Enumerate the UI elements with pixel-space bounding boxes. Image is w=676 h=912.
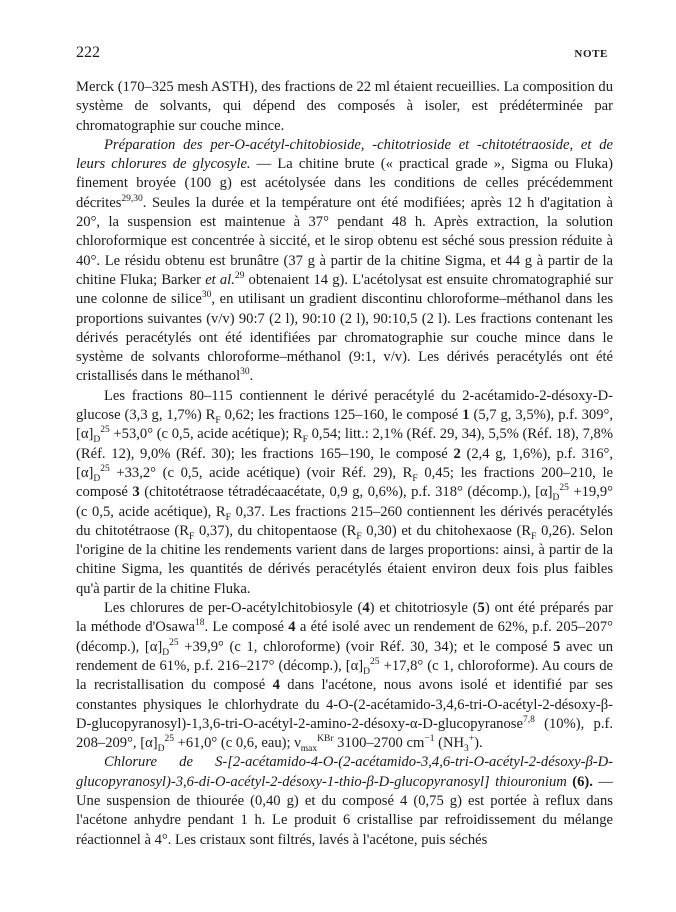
compound-number: 3 xyxy=(132,484,140,501)
text: 3100–2700 cm xyxy=(333,735,425,752)
compound-number: (6). xyxy=(572,773,593,790)
running-head: NOTE xyxy=(574,48,608,60)
subscript: F xyxy=(189,531,195,542)
paragraph-3 xyxy=(76,387,613,599)
reference: 29 xyxy=(234,271,245,282)
reference: 29,30 xyxy=(121,193,143,204)
text: (chitotétraose tétradécaacétate, 0,9 g, 0,6%), p.f. 318° (décomp.), [α] xyxy=(139,484,553,501)
text: ) et chitotriosyle ( xyxy=(369,600,478,617)
subscript: F xyxy=(531,531,537,542)
subscript: F xyxy=(356,531,362,542)
text: +53,0° (c 0,5, acide acétique); R xyxy=(109,426,303,443)
text: +33,2° (c 0,5, acide acétique) (voir Réf. 29), R xyxy=(109,464,413,481)
text: , en utilisant un gradient discontinu chloroforme–méthanol dans les proportions suivantes (v/v) 90:7 (2 l), 90:10 (2 l), 90:10,5 (2 l). Les fractions contenant les dérivés peracétylés ont été identifiées par chromatographie sur couche mince dans le système de solvants chloroforme–méthanol (9:1, v/v). Les dérivés peracétylés ont été cristallisés dans le méthanol xyxy=(76,291,613,385)
page-number: 222 xyxy=(76,44,100,61)
subscript: D xyxy=(162,647,170,658)
compound-number: 5 xyxy=(553,638,561,655)
text: obtenaient 14 g). L'acétolysat est ensuite chromatographié sur une colonne de silice xyxy=(76,271,613,308)
superscript: 25 xyxy=(169,637,179,648)
text: 0,45; les fractions 200–210, le composé xyxy=(76,464,613,501)
subscript: F xyxy=(215,415,221,426)
reference: 30 xyxy=(240,367,250,378)
text: +17,8° (c 1, chloroforme). Au cours de la recristallisation du composé xyxy=(76,657,613,694)
text: Les chlorures de per-O-acétylchitobiosyle ( xyxy=(104,600,363,617)
superscript: 25 xyxy=(100,425,110,436)
text: +39,9° (c 1, chloroforme) (voir Réf. 30, 34); et le composé xyxy=(178,638,554,655)
superscript: 25 xyxy=(100,464,110,475)
reference: 30 xyxy=(201,290,212,301)
text: (NH xyxy=(434,735,465,752)
text: 0,37), du chitopentaose (R xyxy=(194,522,357,539)
subscript: D xyxy=(157,744,165,754)
text: +61,0° (c 0,6, eau); ν xyxy=(173,735,301,752)
superscript: 25 xyxy=(559,483,569,494)
text: ). xyxy=(474,735,483,752)
text: 0,54; litt.: 2,1% (Réf. 29, 34), 5,5% (Réf. 18), 7,8% (Réf. 12), 9,0% (Réf. 30); les fractions 165–190, le composé xyxy=(76,426,613,462)
subscript: D xyxy=(363,666,371,677)
text: — La chitine brute (« practical grade », Sigma ou Fluka) finement broyée (100 g) est acétolysée dans les conditions de celles précédemment décrites xyxy=(76,156,613,211)
compound-number: 1 xyxy=(462,407,470,424)
compound-number: 4 xyxy=(362,600,370,617)
text: +19,9° (c 0,5, acide acétique), R xyxy=(76,484,613,520)
text: (5,7 g, 3,5%), p.f. 309°, [α] xyxy=(76,407,613,443)
text: . Le composé xyxy=(204,619,289,636)
paragraph-1-text: Merck (170–325 mesh ASTH), des fractions de 22 ml étaient recueillies. La composition du système de solvants, qui dépend des composés à isoler, est prédéterminée par chromatographie sur couche mince. xyxy=(76,79,614,134)
paragraph-1 xyxy=(76,78,613,136)
superscript: KBr xyxy=(317,734,334,745)
text: avec un rendement de 61%, p.f. 216–217° (décomp.), [α] xyxy=(76,638,613,674)
text: 0,62; les fractions 125–160, le composé xyxy=(220,407,463,424)
page-header xyxy=(76,44,608,62)
subscript: max xyxy=(300,744,318,754)
compound-number: 5 xyxy=(477,600,485,617)
compound-number: 4 xyxy=(288,619,296,636)
subscript: F xyxy=(302,435,308,446)
text: Les fractions 80–115 contiennent le dérivé peracétylé du 2-acétamido-2-désoxy-D-glucose (3,3 g, 1,7%) R xyxy=(76,387,613,424)
text: ) ont été préparés par la méthode d'Osawa xyxy=(76,600,613,636)
text: (2,4 g, 1,6%), p.f. 316°, [α] xyxy=(76,445,613,481)
section-heading-preparation: Préparation des per-O-acétyl-chitobioside, -chitotrioside et -chitotétraoside, et de leurs chlorures de glycosyle. xyxy=(76,136,613,173)
paragraph-4 xyxy=(76,599,613,753)
subscript: F xyxy=(225,512,231,523)
superscript: −1 xyxy=(424,734,435,745)
compound-number: 4 xyxy=(272,677,280,694)
subscript: D xyxy=(93,473,101,484)
text: et al. xyxy=(205,271,235,288)
text: . Seules la durée et la température ont été modifiées; après 12 h d'agitation à 20°, la suspension est maintenue à 37° pendant 48 h. Après extraction, la solution chloroformique est concentrée à siccité, et le sirop obtenu est séché sous pression réduite à 40°. Le résidu obtenu est brunâtre (37 g à partir de la chitine Sigma, et 44 g à partir de la chitine Fluka; Barker xyxy=(76,194,613,288)
reference: 7,8 xyxy=(522,714,535,725)
superscript: 25 xyxy=(370,657,380,668)
subscript: D xyxy=(552,493,560,504)
paragraph-2: Préparation des per-O-acétyl-chitobioside, -chitotrioside et -chitotétraoside, et de leurs chlorures de glycosyle. — La chitine brute (« practical grade », Sigma ou Fluka) finement broyée (100 g) est acétolysée dans les conditions de celles précédemment décrites$^{29,30}$. Seules la durée et la température ont été modifiées; après 12 h d'agitation à 20°, la suspension est maintenue à 37° pendant 48 h. Après extraction, la solution chloroformique est concentrée à siccité, et le sirop obtenu est séché sous pression réduite à 40°. Le résidu obtenu est brunâtre (37 g à partir de la chitine Sigma, et 44 g à partir de la chitine Fluka; Barker et al.$^{29}$ obtenaient 14 g). L'acétolysat est ensuite chromatographié sur une colonne de silice$^{30}$, en utilisant un gradient discontinu chloroforme–méthanol dans les proportions suivantes (v/v) 90:7 (2 l), 90:10 (2 l), 90:10,5 (2 l). Les fractions contenant les dérivés peracétylés ont été identifiées par chromatographie sur couche mince dans le système de solvants chloroforme–méthanol (9:1, v/v). Les dérivés peracétylés ont été cristallisés dans le méthanol$^{30}$. xyxy=(76,136,613,385)
reference: 18 xyxy=(195,618,205,629)
subscript: F xyxy=(412,473,418,484)
text: 0,30) et du chitohexaose (R xyxy=(361,522,532,539)
section-heading-thiouronium: Chlorure de S-[2-acétamido-4-O-(2-acétamido-3,4,6-tri-O-acétyl-2-désoxy-β-D-glucopyranosyl)-3,6-di-O-acétyl-2-désoxy-1-thio-β-D-glucopyranosyl] thiouronium xyxy=(76,754,613,790)
subscript: 3 xyxy=(464,744,469,754)
body-text xyxy=(76,78,613,850)
superscript: 25 xyxy=(164,734,174,745)
text: 0,26). Selon l'origine de la chitine les rendements varient dans de larges proportions: ainsi, à partir de la chitine Sigma, les quantités de dérivés peracétylés étaient environ deux fois plus faibles qu'à partir de la chitine Fluka. xyxy=(76,522,613,597)
text: — Une suspension de thiourée (0,40 g) et du composé 4 (0,75 g) est portée à reflux dans l'acétone anhydre pendant 1 h. Le produit 6 cristallise par refroidissement du mélange réactionnel à 4°. Les cristaux sont filtrés, lavés à l'acétone, puis séchés xyxy=(76,773,613,848)
text: (10%), p.f. 208–209°, [α] xyxy=(76,715,613,752)
text: a été isolé avec un rendement de 62%, p.f. 205–207° (décomp.), [α] xyxy=(76,619,613,655)
compound-number: 2 xyxy=(453,445,461,462)
subscript: D xyxy=(93,435,101,446)
text: dans l'acétone, nous avons isolé et identifié par ses constantes physiques le chlorhydrate du 4-O-(2-acétamido-3,4,6-tri-O-acétyl-2-désoxy-β-D-glucopyranosyl)-1,3,6-tri-O-acétyl-2-amino-2-désoxy-α-D-glucopyranose xyxy=(76,677,613,732)
superscript: + xyxy=(468,734,475,745)
paragraph-5 xyxy=(76,753,613,849)
text: 0,37. Les fractions 215–260 contiennent les dérivés peracétylés du chitotétraose (R xyxy=(76,503,613,539)
